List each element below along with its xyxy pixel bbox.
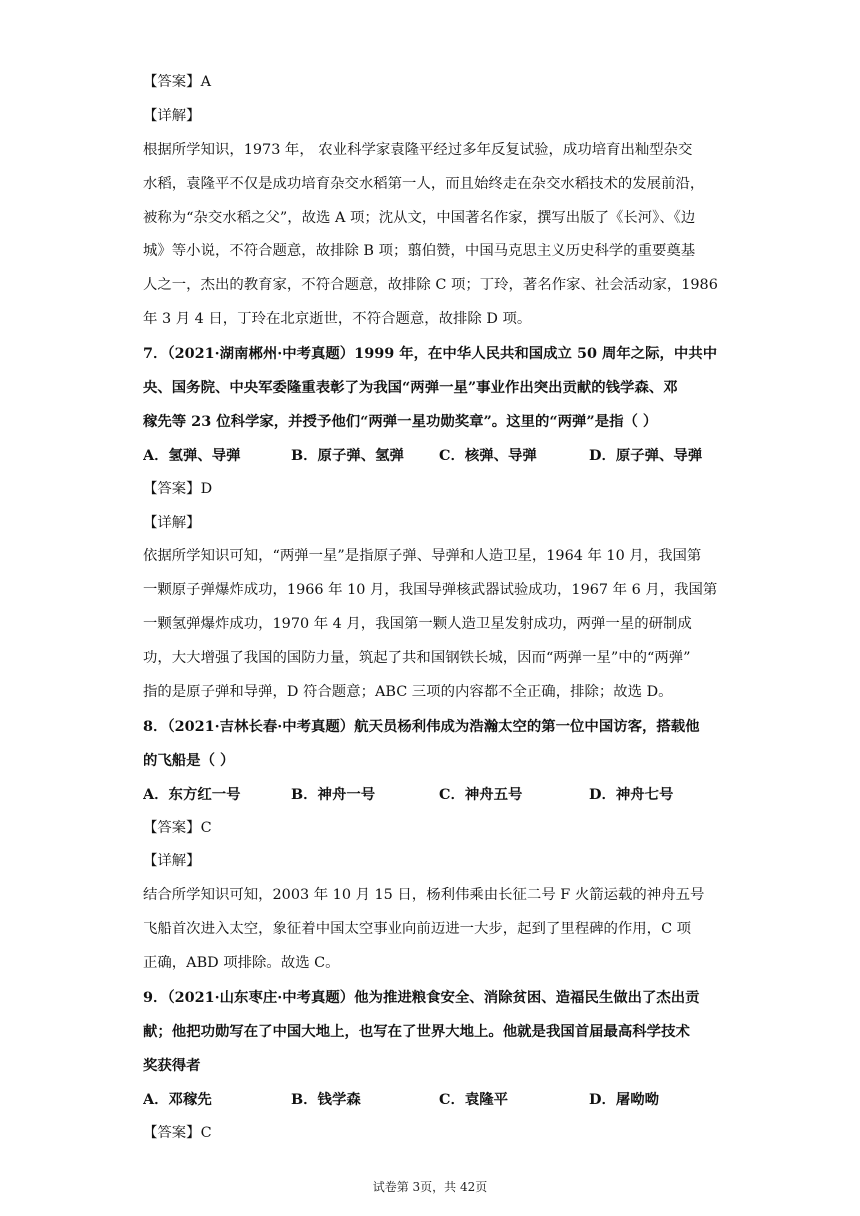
- question-line: 9．（2021·山东枣庄·中考真题）他为推进粮食安全、消除贫困、造福民生做出了杰出贡: [143, 989, 700, 1007]
- paragraph-line: 飞船首次进入太空，象征着中国太空事业向前迈进一大步，起到了里程碑的作用，C 项: [143, 921, 692, 938]
- explanation-label: 【详解】: [143, 514, 201, 531]
- page-footer: 试卷第 3页，共 42页: [372, 1180, 488, 1194]
- option-c: C．袁隆平: [439, 1090, 509, 1108]
- answer-line: 【答案】A: [143, 74, 211, 90]
- option-b: B．原子弹、氢弹: [291, 446, 404, 464]
- question-line: 献；他把功勋写在了中国大地上，也写在了世界大地上。他就是我国首届最高科学技术: [143, 1022, 690, 1040]
- paragraph-line: 一颗原子弹爆炸成功，1966 年 10 月，我国导弹核武器试验成功，1967 年 6 月，我国第: [143, 582, 718, 599]
- question-line: 稼先等 23 位科学家，并授予他们“两弹一星功勋奖章”。这里的“两弹”是指（ ）: [143, 412, 658, 430]
- question-line: 奖获得者: [143, 1056, 201, 1074]
- explanation-label: 【详解】: [143, 853, 201, 870]
- paragraph-line: 指的是原子弹和导弹，D 符合题意；ABC 三项的内容都不全正确，排除；故选 D。: [143, 684, 673, 701]
- paragraph-line: 结合所学知识可知，2003 年 10 月 15 日，杨利伟乘由长征二号 F 火箭运载的神舟五号: [143, 887, 705, 904]
- question-line: 央、国务院、中央军委隆重表彰了为我国“两弹一星”事业作出突出贡献的钱学森、邓: [143, 379, 678, 397]
- explanation-paragraph: [143, 540, 719, 709]
- option-d: D．屠呦呦: [589, 1090, 660, 1108]
- option-d: D．神舟七号: [589, 785, 674, 803]
- option-b: B．神舟一号: [291, 785, 376, 803]
- answer-options: [143, 778, 719, 812]
- question-line: 的飞船是（ ）: [143, 751, 235, 769]
- question-stem: [143, 981, 719, 1083]
- exam-page-content: [143, 66, 719, 1151]
- explanation-paragraph: [143, 879, 719, 981]
- question-line: 7．（2021·湖南郴州·中考真题）1999 年，在中华人民共和国成立 50 周年之际，中共中: [143, 345, 718, 363]
- answer-line: 【答案】C: [143, 1124, 212, 1141]
- answer-line: 【答案】C: [143, 819, 212, 836]
- paragraph-line: 一颗氢弹爆炸成功，1970 年 4 月，我国第一颗人造卫星发射成功，两弹一星的研制成: [143, 616, 692, 633]
- question-stem: [143, 337, 719, 439]
- paragraph-line: 水稻，袁隆平不仅是成功培育杂交水稻第一人，而且始终走在杂交水稻技术的发展前沿，: [143, 175, 705, 192]
- answer-line: 【答案】D: [143, 480, 213, 497]
- option-c: C．神舟五号: [439, 785, 523, 803]
- option-a: A．东方红一号: [143, 785, 241, 803]
- paragraph-line: 年 3 月 4 日，丁玲在北京逝世，不符合题意，故排除 D 项。: [143, 311, 532, 328]
- paragraph-line: 正确，ABD 项排除。故选 C。: [143, 955, 340, 972]
- explanation-paragraph: [143, 134, 719, 337]
- paragraph-line: 依据所学知识可知，“两弹一星”是指原子弹、导弹和人造卫星，1964 年 10 月，我国第: [143, 548, 702, 565]
- option-c: C．核弹、导弹: [439, 446, 537, 464]
- paragraph-line: 被称为“杂交水稻之父”，故选 A 项；沈从文，中国著名作家，撰写出版了《长河》、《边: [143, 209, 696, 226]
- question-stem: [143, 710, 719, 778]
- answer-options: [143, 439, 719, 473]
- answer-options: [143, 1083, 719, 1117]
- paragraph-line: 人之一，杰出的教育家，不符合题意，故排除 C 项；丁玲，著名作家、社会活动家，1986: [143, 277, 718, 294]
- option-a: A．氢弹、导弹: [143, 446, 241, 464]
- explanation-label: 【详解】: [143, 107, 201, 124]
- option-d: D．原子弹、导弹: [589, 446, 703, 464]
- option-a: A．邓稼先: [143, 1090, 212, 1108]
- option-b: B．钱学森: [291, 1090, 361, 1108]
- paragraph-line: 功，大大增强了我国的国防力量，筑起了共和国钢铁长城，因而“两弹一星”中的“两弹”: [143, 650, 691, 667]
- question-line: 8．（2021·吉林长春·中考真题）航天员杨利伟成为浩瀚太空的第一位中国访客，搭载他: [143, 717, 700, 735]
- paragraph-line: 根据所学知识，1973 年， 农业科学家袁隆平经过多年反复试验，成功培育出籼型杂交: [143, 141, 693, 158]
- paragraph-line: 城》等小说，不符合题意，故排除 B 项；翦伯赞，中国马克思主义历史科学的重要奠基: [143, 243, 696, 260]
